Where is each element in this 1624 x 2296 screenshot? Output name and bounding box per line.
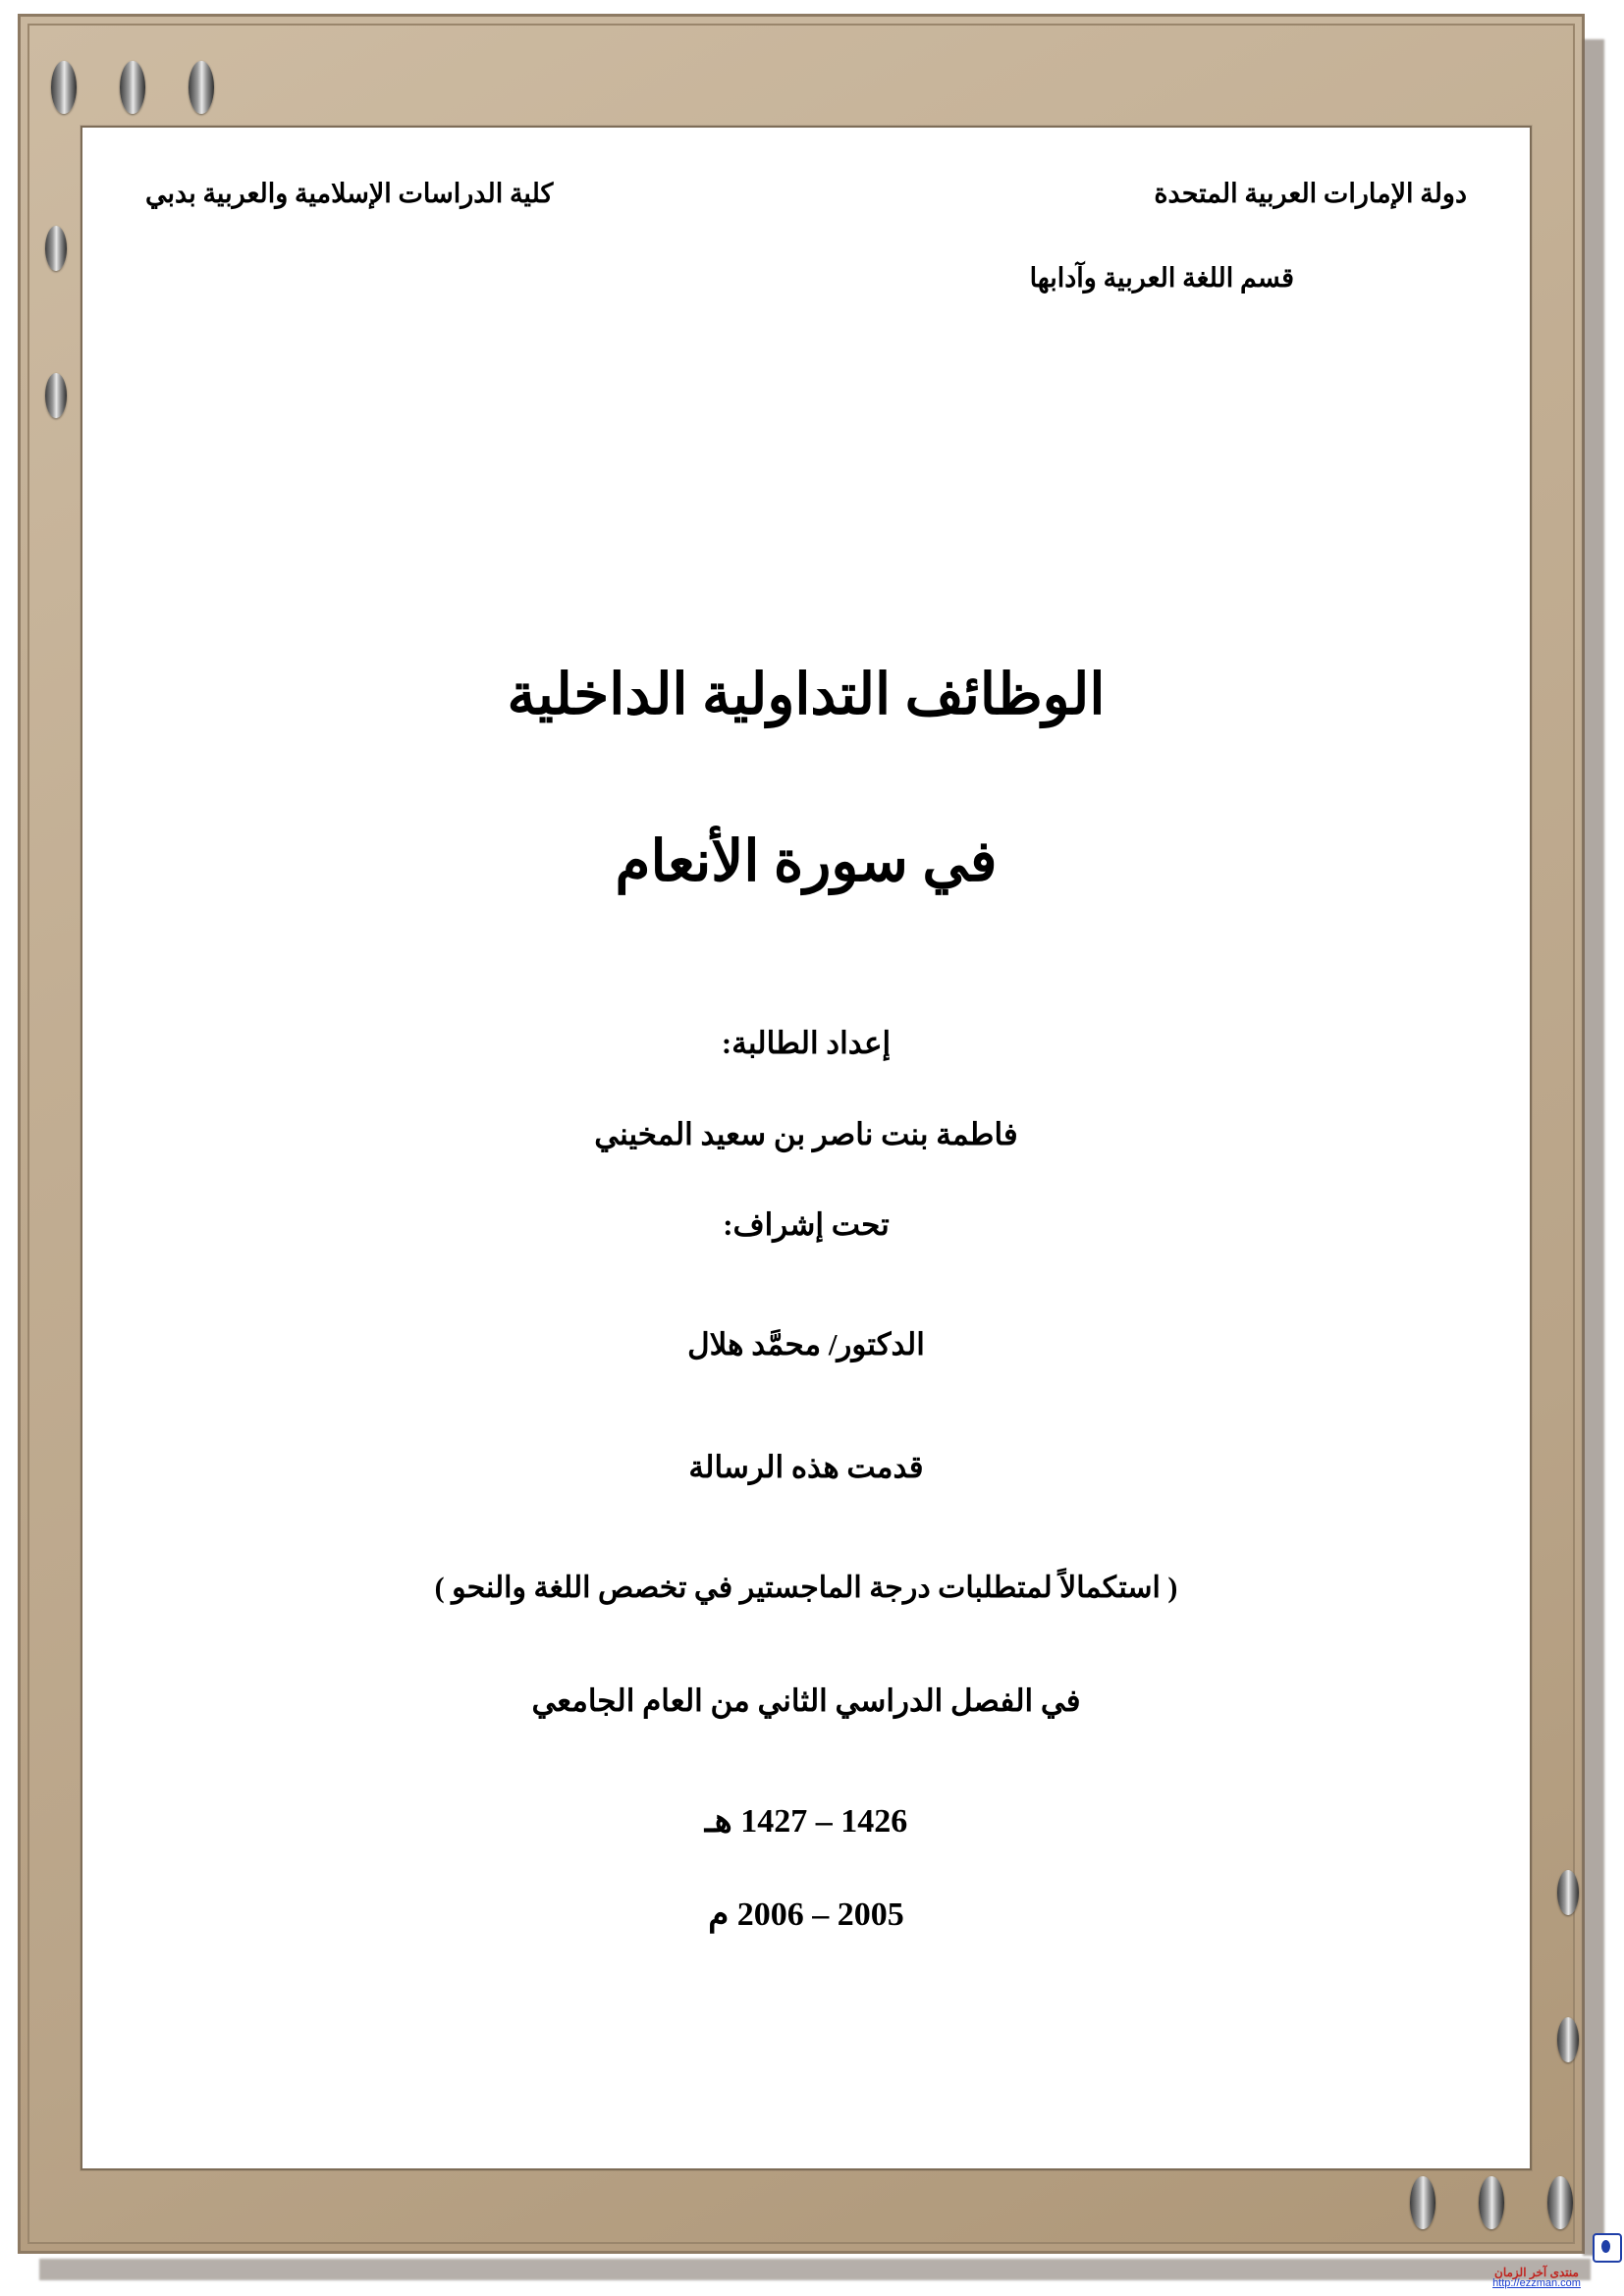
- header-row: [82, 179, 1530, 209]
- student-name: فاطمة بنت ناصر بن سعيد المخيني: [594, 1117, 1018, 1151]
- watermark: [1463, 2267, 1610, 2290]
- binder-ring-icon: [1547, 2176, 1573, 2229]
- requirement-note: ( استكمالاً لمتطلبات درجة الماجستير في تخصص اللغة والنحو ): [434, 1572, 1178, 1604]
- binder-ring-icon: [45, 373, 67, 418]
- academic-term: في الفصل الدراسي الثاني من العام الجامعي: [531, 1683, 1081, 1718]
- frame-shadow-bottom: [39, 2259, 1591, 2280]
- forum-badge-icon: [1593, 2233, 1622, 2263]
- frame-shadow-right: [1583, 39, 1604, 2256]
- header-department: قسم اللغة العربية وآدابها: [1029, 263, 1294, 293]
- page-title-line-1: الوظائف التداولية الداخلية: [507, 663, 1106, 726]
- year-gregorian: 2005 – 2006 م: [708, 1896, 904, 1933]
- year-hijri: 1426 – 1427 هـ: [704, 1803, 908, 1840]
- cover-content: [82, 128, 1530, 2168]
- supervisor-name: الدكتور/ محمَّد هلال: [687, 1327, 925, 1362]
- supervision-label: تحت إشراف:: [723, 1207, 890, 1242]
- watermark-title: منتدى آخر الزمان: [1494, 2265, 1579, 2279]
- binder-ring-icon: [45, 226, 67, 271]
- binder-ring-icon: [189, 61, 214, 114]
- header-country: دولة الإمارات العربية المتحدة: [1154, 179, 1467, 208]
- binder-ring-icon: [1557, 1870, 1579, 1915]
- binder-ring-icon: [1479, 2176, 1504, 2229]
- paper-sheet: [81, 126, 1532, 2170]
- binder-ring-icon: [1410, 2176, 1435, 2229]
- binder-ring-icon: [51, 61, 77, 114]
- submitted-label: قدمت هذه الرسالة: [688, 1450, 924, 1484]
- header-college: كلية الدراسات الإسلامية والعربية بدبي: [145, 179, 554, 208]
- binder-ring-icon: [1557, 2017, 1579, 2062]
- prepared-by-label: إعداد الطالبة:: [721, 1026, 892, 1060]
- binder-ring-icon: [120, 61, 145, 114]
- page-title-line-2: في سورة الأنعام: [615, 829, 998, 893]
- watermark-url[interactable]: http://ezzman.com: [1492, 2277, 1581, 2290]
